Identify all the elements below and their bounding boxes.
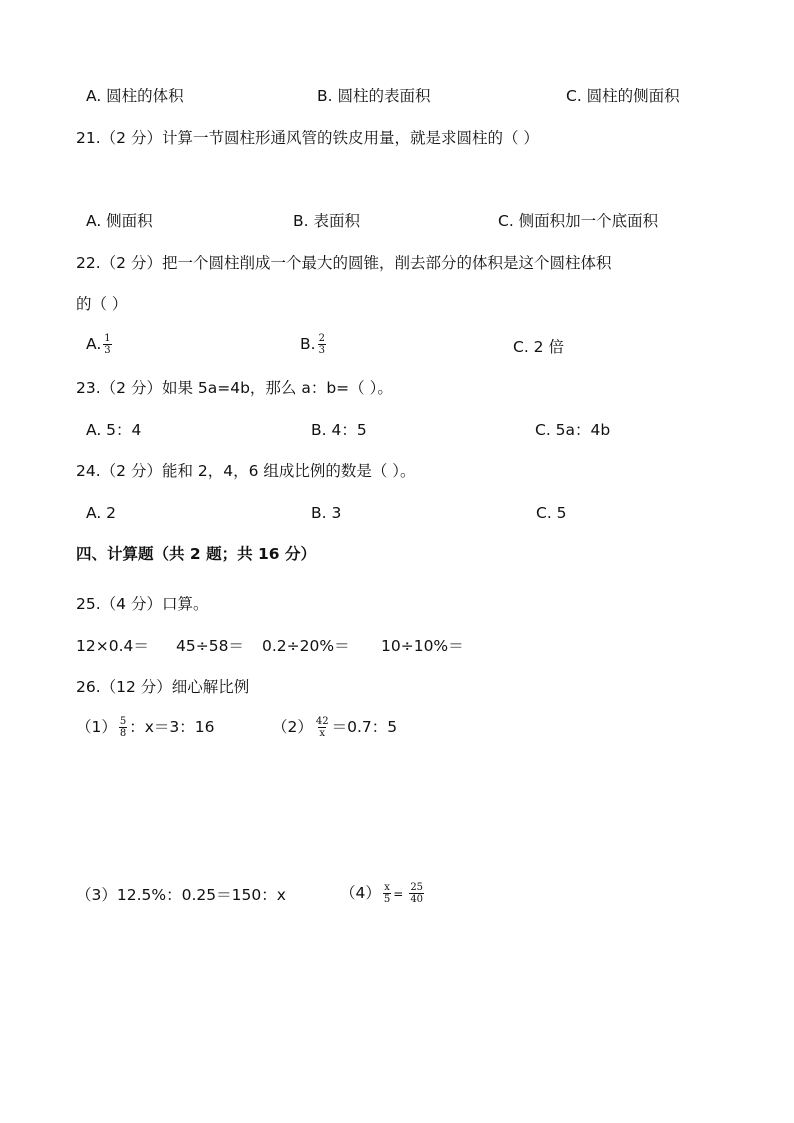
q26-problem-4-label: （4） (340, 884, 381, 902)
q21-option-c: C. 侧面积加一个底面积 (498, 212, 659, 230)
q23-stem: 23.（2 分）如果 5a=4b，那么 a：b=（ ）。 (76, 379, 393, 397)
q26-problem-4-right-fraction (409, 882, 424, 905)
q22-option-b-prefix: B. (300, 335, 316, 353)
q21-option-a: A. 侧面积 (86, 212, 153, 230)
q26-problem-1-denominator: 8 (119, 728, 127, 739)
q26-problem-1-numerator: 5 (119, 716, 127, 727)
q24-option-a: A. 2 (86, 504, 117, 522)
q24-option-c: C. 5 (536, 504, 567, 522)
q20-option-b: B. 圆柱的表面积 (317, 87, 431, 105)
q23-option-b: B. 4：5 (311, 421, 367, 439)
q26-problem-1-fraction (119, 716, 127, 739)
q22-option-a-fraction (103, 333, 111, 356)
q23-option-a: A. 5：4 (86, 421, 142, 439)
q22-option-a-denominator: 3 (104, 345, 111, 356)
q26-problem-1 (76, 716, 215, 739)
section-heading: 四、计算题（共 2 题；共 16 分） (76, 545, 316, 563)
q26-problem-2 (272, 716, 397, 739)
q26-problem-2-label: （2） (272, 718, 313, 736)
q22-option-b-fraction (318, 333, 326, 356)
q25-item-1: 12×0.4＝ (76, 637, 149, 655)
q26-stem: 26.（12 分）细心解比例 (76, 678, 250, 696)
q25-item-4: 10÷10%＝ (381, 637, 464, 655)
q22-option-a-prefix: A. (86, 335, 102, 353)
q26-problem-4-left-numerator: x (384, 882, 390, 893)
q25-item-3: 0.2÷20%＝ (262, 637, 350, 655)
q20-option-c: C. 圆柱的侧面积 (566, 87, 680, 105)
q26-problem-4-left-fraction (383, 882, 391, 905)
q26-problem-2-numerator: 42 (315, 716, 329, 727)
q26-problem-4-right-numerator: 25 (410, 882, 424, 893)
q23-option-c: C. 5a：4b (535, 421, 611, 439)
q22-option-b-denominator: 3 (318, 345, 325, 356)
q22-option-a-numerator: 1 (104, 333, 111, 344)
q22-stem-line2: 的（ ） (76, 295, 128, 313)
q22-option-b-numerator: 2 (318, 333, 325, 344)
q22-option-b (300, 333, 328, 356)
q22-option-a (86, 333, 114, 356)
q24-option-b: B. 3 (311, 504, 342, 522)
q26-problem-2-denominator: x (319, 728, 326, 739)
q26-problem-4 (340, 882, 426, 905)
q26-problem-2-fraction (315, 716, 330, 739)
q26-problem-2-rest: ＝0.7：5 (331, 718, 398, 736)
q25-item-2: 45÷58＝ (176, 637, 244, 655)
q26-problem-1-rest: ：x＝3：16 (129, 718, 215, 736)
q26-problem-3: （3）12.5%：0.25＝150：x (76, 886, 286, 904)
q26-problem-4-left-denominator: 5 (383, 894, 391, 905)
q26-problem-4-right-denominator: 40 (410, 894, 424, 905)
q21-stem: 21.（2 分）计算一节圆柱形通风管的铁皮用量，就是求圆柱的（ ） (76, 129, 539, 147)
q26-problem-4-equals: = (393, 887, 404, 901)
q24-stem: 24.（2 分）能和 2，4，6 组成比例的数是（ ）。 (76, 462, 416, 480)
q22-option-c: C. 2 倍 (513, 338, 564, 356)
q26-problem-1-label: （1） (76, 718, 117, 736)
q21-option-b: B. 表面积 (293, 212, 360, 230)
q20-option-a: A. 圆柱的体积 (86, 87, 184, 105)
q22-stem-line1: 22.（2 分）把一个圆柱削成一个最大的圆锥，削去部分的体积是这个圆柱体积 (76, 254, 612, 272)
q25-stem: 25.（4 分）口算。 (76, 595, 209, 613)
